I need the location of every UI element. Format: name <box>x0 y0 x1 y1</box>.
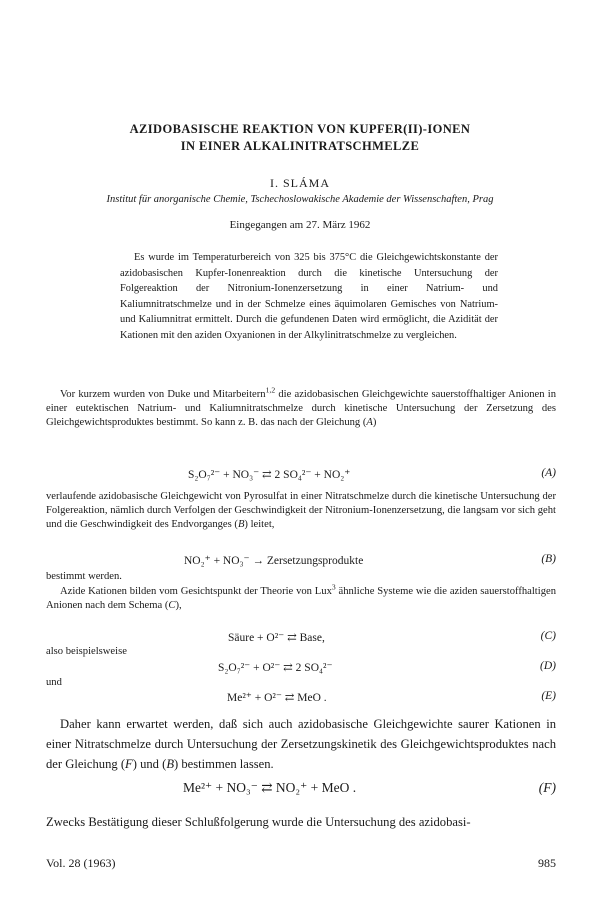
citation-1-2: 1,2 <box>265 385 276 395</box>
also-text: also beispielsweise <box>46 646 127 657</box>
equation-f <box>0 780 600 802</box>
equation-c-expression: Säure + O²⁻ ⇄ Base, <box>228 632 325 644</box>
equation-d <box>0 660 600 678</box>
equation-b-expression: NO₂⁺ + NO₃⁻ → Zersetzungsprodukte <box>184 555 364 567</box>
institution: Institut für anorganische Chemie, Tschechoslowakische Akademie der Wissenschaften, Prag <box>106 194 494 205</box>
equation-ref-b-2: B <box>166 757 175 771</box>
equation-d-expression: S₂O₇²⁻ + O²⁻ ⇄ 2 SO₄²⁻ <box>218 662 333 674</box>
paragraph-5-text-mid: ) und ( <box>132 757 167 771</box>
footer-volume: Vol. 28 (1963) <box>46 856 116 870</box>
equation-a-label: (A) <box>541 467 556 479</box>
paragraph-4 <box>46 582 556 613</box>
equation-a <box>0 467 600 485</box>
author: I. SLÁMA <box>269 176 330 190</box>
equation-d-label: (D) <box>540 660 556 672</box>
equation-e-expression: Me²⁺ + O²⁻ ⇄ MeO . <box>227 692 327 704</box>
paragraph-1-text-a: Vor kurzem wurden von Duke und Mitarbeitern <box>60 389 266 400</box>
paragraph-2-text-a: verlaufende azidobasische Gleichgewicht von Pyrosulfat in einer Nitratschmelze durch die kinetische Untersuchung der Folgereaktion, nämlich durch Verfolgen der Geschwindigkeit der Nitronium-Ionenzersetzung, die langsam vor sich geht und die Geschwindigkeit des Endvorganges ( <box>46 491 556 530</box>
paper-title-line-2: IN EINER ALKALINITRATSCHMELZE <box>180 139 420 153</box>
paragraph-1 <box>46 385 556 430</box>
paper-title-line-1: AZIDOBASISCHE REAKTION VON KUPFER(II)-IONEN <box>129 122 471 136</box>
received-date: Eingegangen am 27. März 1962 <box>229 219 371 231</box>
equation-ref-a: A <box>366 417 373 428</box>
equation-ref-c: C <box>168 600 176 611</box>
equation-ref-f: F <box>125 757 133 771</box>
equation-b-label: (B) <box>541 553 556 565</box>
citation-3: 3 <box>331 582 336 592</box>
equation-e <box>0 690 600 708</box>
equation-ref-b: B <box>237 519 245 530</box>
und-text: und <box>46 677 62 688</box>
paragraph-1-text-b: die azidobasischen Gleichgewichte sauerstoffhaltiger Anionen in einer eutektischen Natrium- und Kaliumnitratschmelze durch kinetische Untersuchung der Zersetzung des Gleichgewichtsproduktes bestimmt. So kann z. B. das nach der Gleichung ( <box>46 389 556 428</box>
paragraph-1-text-c: ) <box>372 417 377 428</box>
paragraph-2-text-b: ) leitet, <box>244 519 275 530</box>
equation-f-expression: Me²⁺ + NO₃⁻ ⇄ NO₂⁺ + MeO . <box>183 780 357 795</box>
equation-e-label: (E) <box>541 690 556 702</box>
abstract: Es wurde im Temperaturbereich von 325 bis 375°C die Gleichgewichtskonstante der azidobasischen Kupfer-Ionenreaktion durch die kinetische Untersuchung der Folgereaktion der Nitronium-Ionenzersetzung in einer Natrium- und Kaliumnitratschmelze und in der Schmelze eines äquimolaren Gemisches von Natrium- und Kaliumnitrat ermittelt. Durch die gefundenen Daten wird ermöglicht, die Azidität der Kationen mit den aziden Oxyanionen in der Alkylinitratschmelze zu vergleichen. <box>120 252 498 341</box>
paragraph-5-text-a: Daher kann erwartet werden, daß sich auch azidobasische Gleichgewichte saurer Kationen in einer Nitratschmelze durch Untersuchung der Zersetzungskinetik des Gleichgewichtsproduktes nach der Gleichung ( <box>46 717 556 771</box>
paragraph-3: bestimmt werden. <box>46 571 122 582</box>
paragraph-5-text-b: ) bestimmen lassen. <box>174 757 274 771</box>
equation-f-label: (F) <box>538 780 556 795</box>
paragraph-4-text-c: ), <box>175 600 182 611</box>
paragraph-2 <box>46 490 556 532</box>
equation-a-expression: S₂O₇²⁻ + NO₃⁻ ⇄ 2 SO₄²⁻ + NO₂⁺ <box>188 469 351 481</box>
paragraph-5 <box>46 714 556 774</box>
equation-b <box>0 553 600 571</box>
page-number: 985 <box>538 856 556 870</box>
paragraph-4-text-a: Azide Kationen bilden vom Gesichtspunkt der Theorie von Lux <box>60 586 332 597</box>
paragraph-6: Zwecks Bestätigung dieser Schlußfolgerung wurde die Untersuchung des azidobasi- <box>46 815 471 829</box>
equation-c-label: (C) <box>540 630 556 642</box>
paragraph-4-text-b: ähnliche Systeme wie die aziden sauerstoffhaltigen Anionen nach dem Schema ( <box>46 586 556 611</box>
